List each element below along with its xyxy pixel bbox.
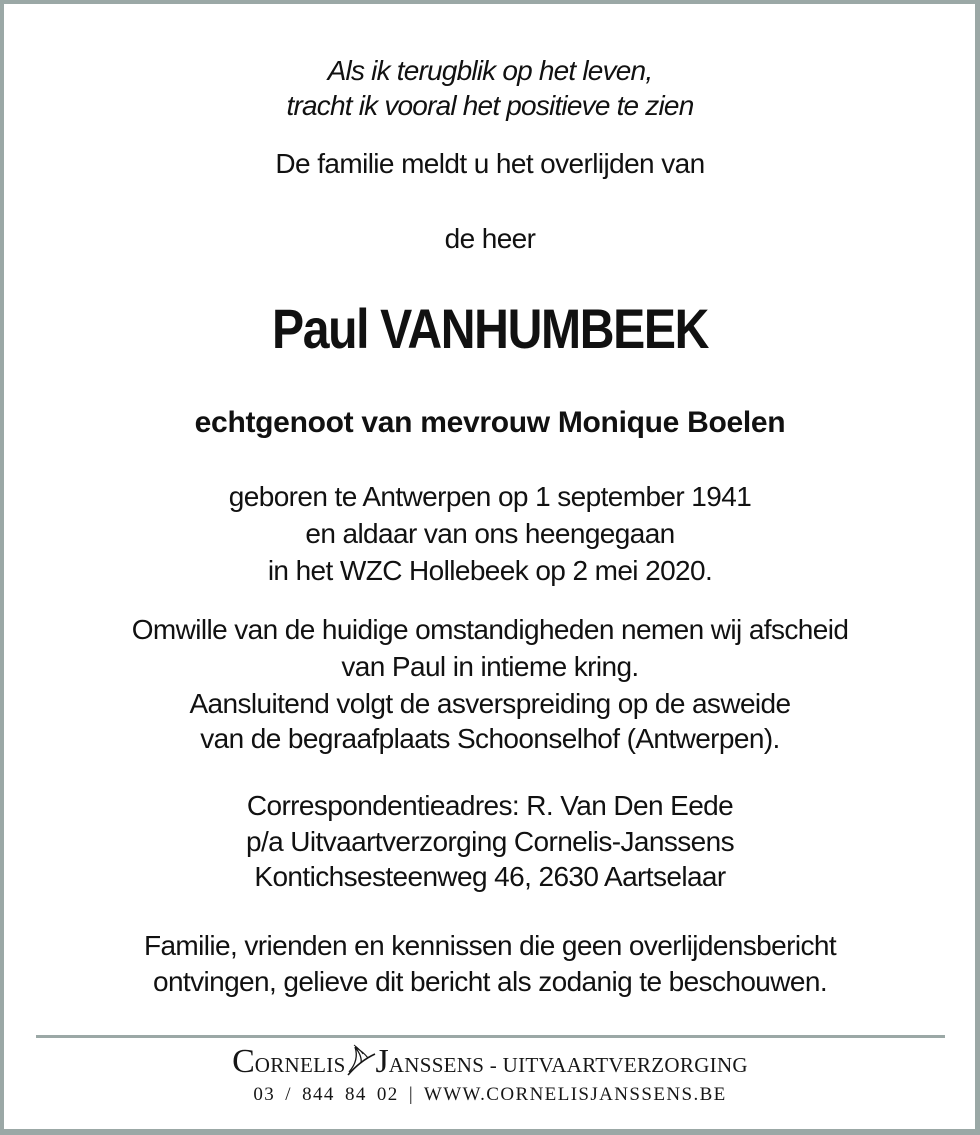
birth-death-line-3: in het WZC Hollebeek op 2 mei 2020. xyxy=(267,555,713,586)
website-link[interactable]: WWW.CORNELISJANSSENS.BE xyxy=(423,1084,727,1105)
ceremony-line-4: van de begraafplaats Schoonselhof (Antwerpen). xyxy=(200,723,780,754)
contact-separator: | xyxy=(408,1084,415,1105)
birth-death-line-1: geboren te Antwerpen op 1 september 1941 xyxy=(228,481,752,512)
ceremony-line-2: van Paul in intieme kring. xyxy=(341,651,639,682)
deceased-name: Paul VANHUMBEEK xyxy=(271,297,709,360)
announcement-text: De familie meldt u het overlijden van xyxy=(275,148,705,179)
ceremony-line-3: Aansluitend volgt de asverspreiding op de asweide xyxy=(189,688,791,719)
leaf-swoosh-icon xyxy=(346,1042,376,1076)
logo-cornelis: ORNELIS xyxy=(254,1053,346,1077)
logo-initial-c: C xyxy=(232,1043,255,1080)
footer-divider xyxy=(36,1035,945,1038)
phone-number: 03 / 844 84 02 xyxy=(253,1084,399,1105)
correspondence-line-3: Kontichsesteenweg 46, 2630 Aartselaar xyxy=(254,861,726,892)
quote-line-2: tracht ik vooral het positieve te zien xyxy=(286,90,694,121)
funeral-home-logo xyxy=(0,1042,980,1081)
closing-line-2: ontvingen, gelieve dit bericht als zodanig te beschouwen. xyxy=(152,966,828,997)
contact-line xyxy=(0,1084,980,1106)
honorific: de heer xyxy=(444,223,536,254)
logo-janssens: ANSSENS xyxy=(388,1053,485,1077)
closing-line-1: Familie, vrienden en kennissen die geen overlijdensbericht xyxy=(143,930,837,961)
birth-death-line-2: en aldaar van ons heengegaan xyxy=(305,518,675,549)
logo-initial-j: J xyxy=(375,1043,389,1080)
correspondence-line-2: p/a Uitvaartverzorging Cornelis-Janssens xyxy=(246,826,734,857)
quote-line-1: Als ik terugblik op het leven, xyxy=(327,55,653,86)
spouse-line: echtgenoot van mevrouw Monique Boelen xyxy=(194,406,786,439)
correspondence-line-1: Correspondentieadres: R. Van Den Eede xyxy=(246,790,734,821)
logo-tagline: - UITVAARTVERZORGING xyxy=(484,1053,748,1077)
ceremony-line-1: Omwille van de huidige omstandigheden nemen wij afscheid xyxy=(131,614,849,645)
